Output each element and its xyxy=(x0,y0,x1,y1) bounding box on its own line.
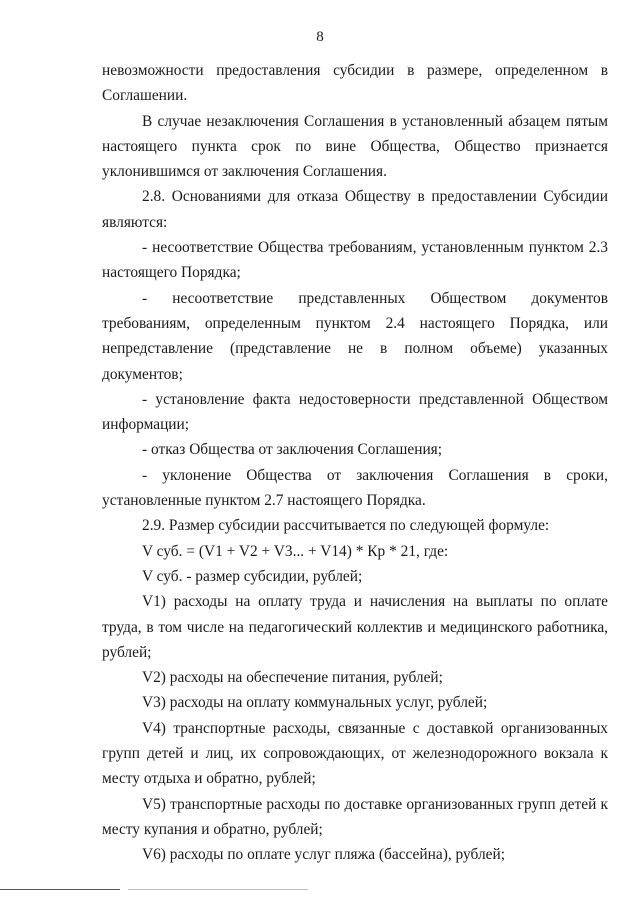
paragraph-2-8: 2.8. Основаниями для отказа Обществу в предоставлении Субсидии являются: xyxy=(102,188,608,231)
paragraph-2-9: 2.9. Размер субсидии рассчитывается по следующей формуле: xyxy=(142,517,550,535)
formula: V суб. = (V1 + V2 + V3... + V14) * Кр * 21, где: xyxy=(142,542,449,560)
page-number: 8 xyxy=(316,29,324,45)
paragraph-continuation: невозможности предоставления субсидии в размере, определенном в Соглашении. xyxy=(102,62,608,105)
paragraph-non-conclusion: В случае незаключения Соглашения в установленный абзацем пятым настоящего пункта срок по вине Общества, Общество признается уклонившимся от заключения Соглашения. xyxy=(102,112,608,181)
scan-edge-line xyxy=(0,889,120,890)
scan-edge-line-faint xyxy=(128,889,308,890)
list-item-nonconformity: - несоответствие Общества требованиям, установленным пунктом 2.3 настоящего Порядка; xyxy=(102,239,608,282)
formula-term-v6: V6) расходы по оплате услуг пляжа (бассейна), рублей; xyxy=(142,846,505,864)
formula-term-v4: V4) транспортные расходы, связанные с доставкой организованных групп детей и лиц, их сопровождающих, от железнодорожного вокзала к месту отдыха и обратно, рублей; xyxy=(102,719,608,788)
list-item-documents: - несоответствие представленных Обществом документов требованиям, определенным пунктом 2.4 настоящего Порядка, или непредставление (представление не в полном объеме) указанных документов; xyxy=(102,289,608,383)
formula-term-v3: V3) расходы на оплату коммунальных услуг, рублей; xyxy=(142,694,488,712)
document-body xyxy=(102,58,608,868)
formula-term-v2: V2) расходы на обеспечение питания, рублей; xyxy=(142,669,443,687)
list-item-refusal: - отказ Общества от заключения Соглашения; xyxy=(142,441,443,459)
formula-term-v1: V1) расходы на оплату труда и начисления на выплаты по оплате труда, в том числе на педагогический коллектив и медицинского работника, рублей; xyxy=(102,593,608,661)
formula-term-vsub: V суб. - размер субсидии, рублей; xyxy=(142,567,363,585)
formula-term-v5: V5) транспортные расходы по доставке организованных групп детей к месту купания и обратно, рублей; xyxy=(102,795,608,838)
list-item-unreliability: - установление факта недостоверности представленной Обществом информации; xyxy=(102,390,608,434)
list-item-evasion: - уклонение Общества от заключения Соглашения в сроки, установленные пунктом 2.7 настоящего Порядка. xyxy=(102,466,608,510)
